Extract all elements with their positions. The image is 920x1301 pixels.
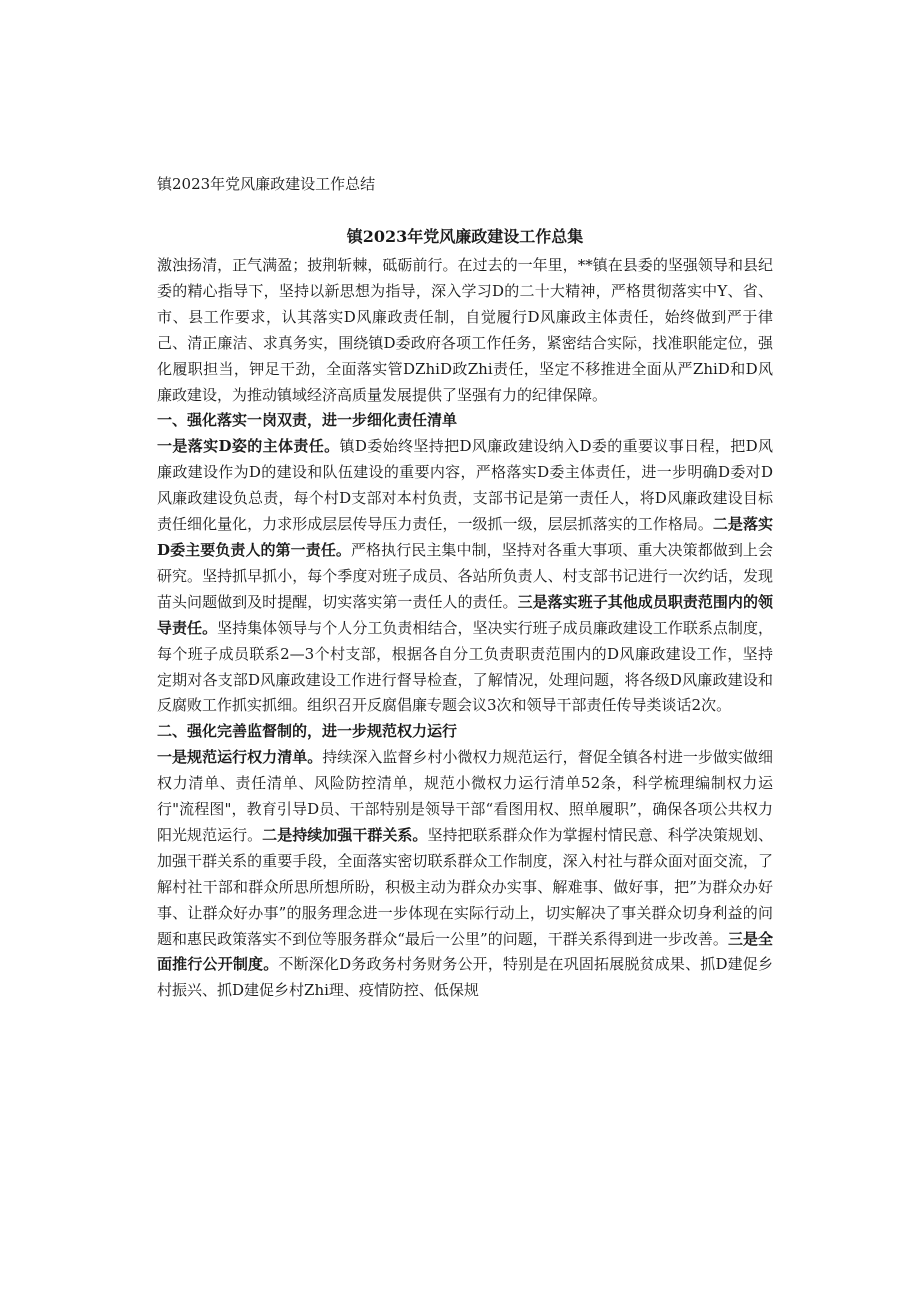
document-file-title: 镇2023年党风廉政建设工作总结 [157,175,376,193]
section-1-paragraph [157,434,773,719]
paragraph-text: 坚持把联系群众作为掌握村情民意、科学决策规划、加强干群关系的重要手段，全面落实密切联系群众工作制度，深入村社与群众面对面交流，了解村社干部和群众所思所想所盼，积极主动为群众办实事、解难事、做好事，把”为群众办好事、让群众好办事”的服务理念进一步体现在实际行动上，切实解决了事关群众切身利益的问题和惠民政策落实不到位等服务群众“最后一公里”的问题，干群关系得到进一步改善。 [157,825,773,948]
lead-phrase: 二是持续加强干群关系。 [262,825,428,844]
lead-phrase: 三是全面推行公开制度。 [157,929,773,974]
paragraph-text: 镇D委始终坚持把D风廉政建设纳入D委的重要议事日程，把D风廉政建设作为D的建设和队伍建设的重要内容，严格落实D委主体责任，进一步明确D委对D风廉政建设负总责，每个村D支部对本村负责，支部书记是第一责任人，将D风廉政建设目标责任细化量化，力求形成层层传导压力责任，一级抓一级，层层抓落实的工作格局。 [157,437,774,534]
intro-paragraph: 激浊扬清，正气满盈；披荆斩棘，砥砺前行。在过去的一年里，**镇在县委的坚强领导和县纪委的精心指导下，坚持以新思想为指导，深入学习D的二十大精神，严格贯彻落实中Y、省、市、县工作要求，认其落实D风廉政责任制，自觉履行D风廉政主体责任，始终做到严于律己、清正廉洁、求真务实，围绕镇D委政府各项工作任务，紧密结合实际，找准职能定位，强化履职担当，钾足干劲，全面落实管DZhiD政Zhi责任，坚定不移推进全面从严ZhiD和D风廉政建设，为推动镇域经济高质量发展提供了坚强有力的纪律保障。 [157,256,773,404]
document-body [157,253,773,1004]
section-heading-1: 一、强化落实一岗双责，进一步细化责任清单 [157,411,458,430]
paragraph-text: 持续深入监督乡村小微权力规范运行，督促全镇各村进一步做实做细权力清单、责任清单、风险防控清单，规范小微权力运行清单52条，科学梳理编制权力运行"流程图"，教育引导D员、干部特别是领导干部“看图用权、照单履职”，确保各项公共权力阳光规范运行。 [157,748,773,844]
paragraph-text: 不断深化D务政务村务财务公开，特别是在巩固拓展脱贫成果、抓D建促乡村振兴、抓D建促乡村Zhi理、疫情防控、低保规 [157,955,773,1000]
lead-phrase: 二是落实D委主要负责人的第一责任。 [157,515,773,559]
lead-phrase: 一是落实D姿的主体责任。 [157,437,340,456]
section-heading-2: 二、强化完善监督制的，进一步规范权力运行 [157,722,458,741]
paragraph-text: 坚持集体领导与个人分工负责相结合，坚决实行班子成员廉政建设工作联系点制度，每个班子成员联系2—3个村支部，根据各自分工负责职责范围内的D风廉政建设工作，坚持定期对各支部D风廉政建设工作进行督导检查，了解情况，处理问题，将各级D风廉政建设和反腐败工作抓实抓细。组织召开反腐倡廉专题会议3次和领导干部责任传导类谈话2次。 [157,618,773,715]
lead-phrase: 三是落实班子其他成员职责范围内的领导责任。 [157,592,773,637]
lead-phrase: 一是规范运行权力清单。 [157,748,323,767]
paragraph-text: 严格执行民主集中制，坚持对各重大事项、重大决策都做到上会研究。坚持抓早抓小，每个季度对班子成员、各站所负责人、村支部书记进行一次约话，发现苗头问题做到及时提醒，切实落实第一责任人的责任。 [157,540,773,611]
section-2-paragraph [157,745,773,1004]
document-title: 镇2023年党风廉政建设工作总集 [346,227,584,246]
